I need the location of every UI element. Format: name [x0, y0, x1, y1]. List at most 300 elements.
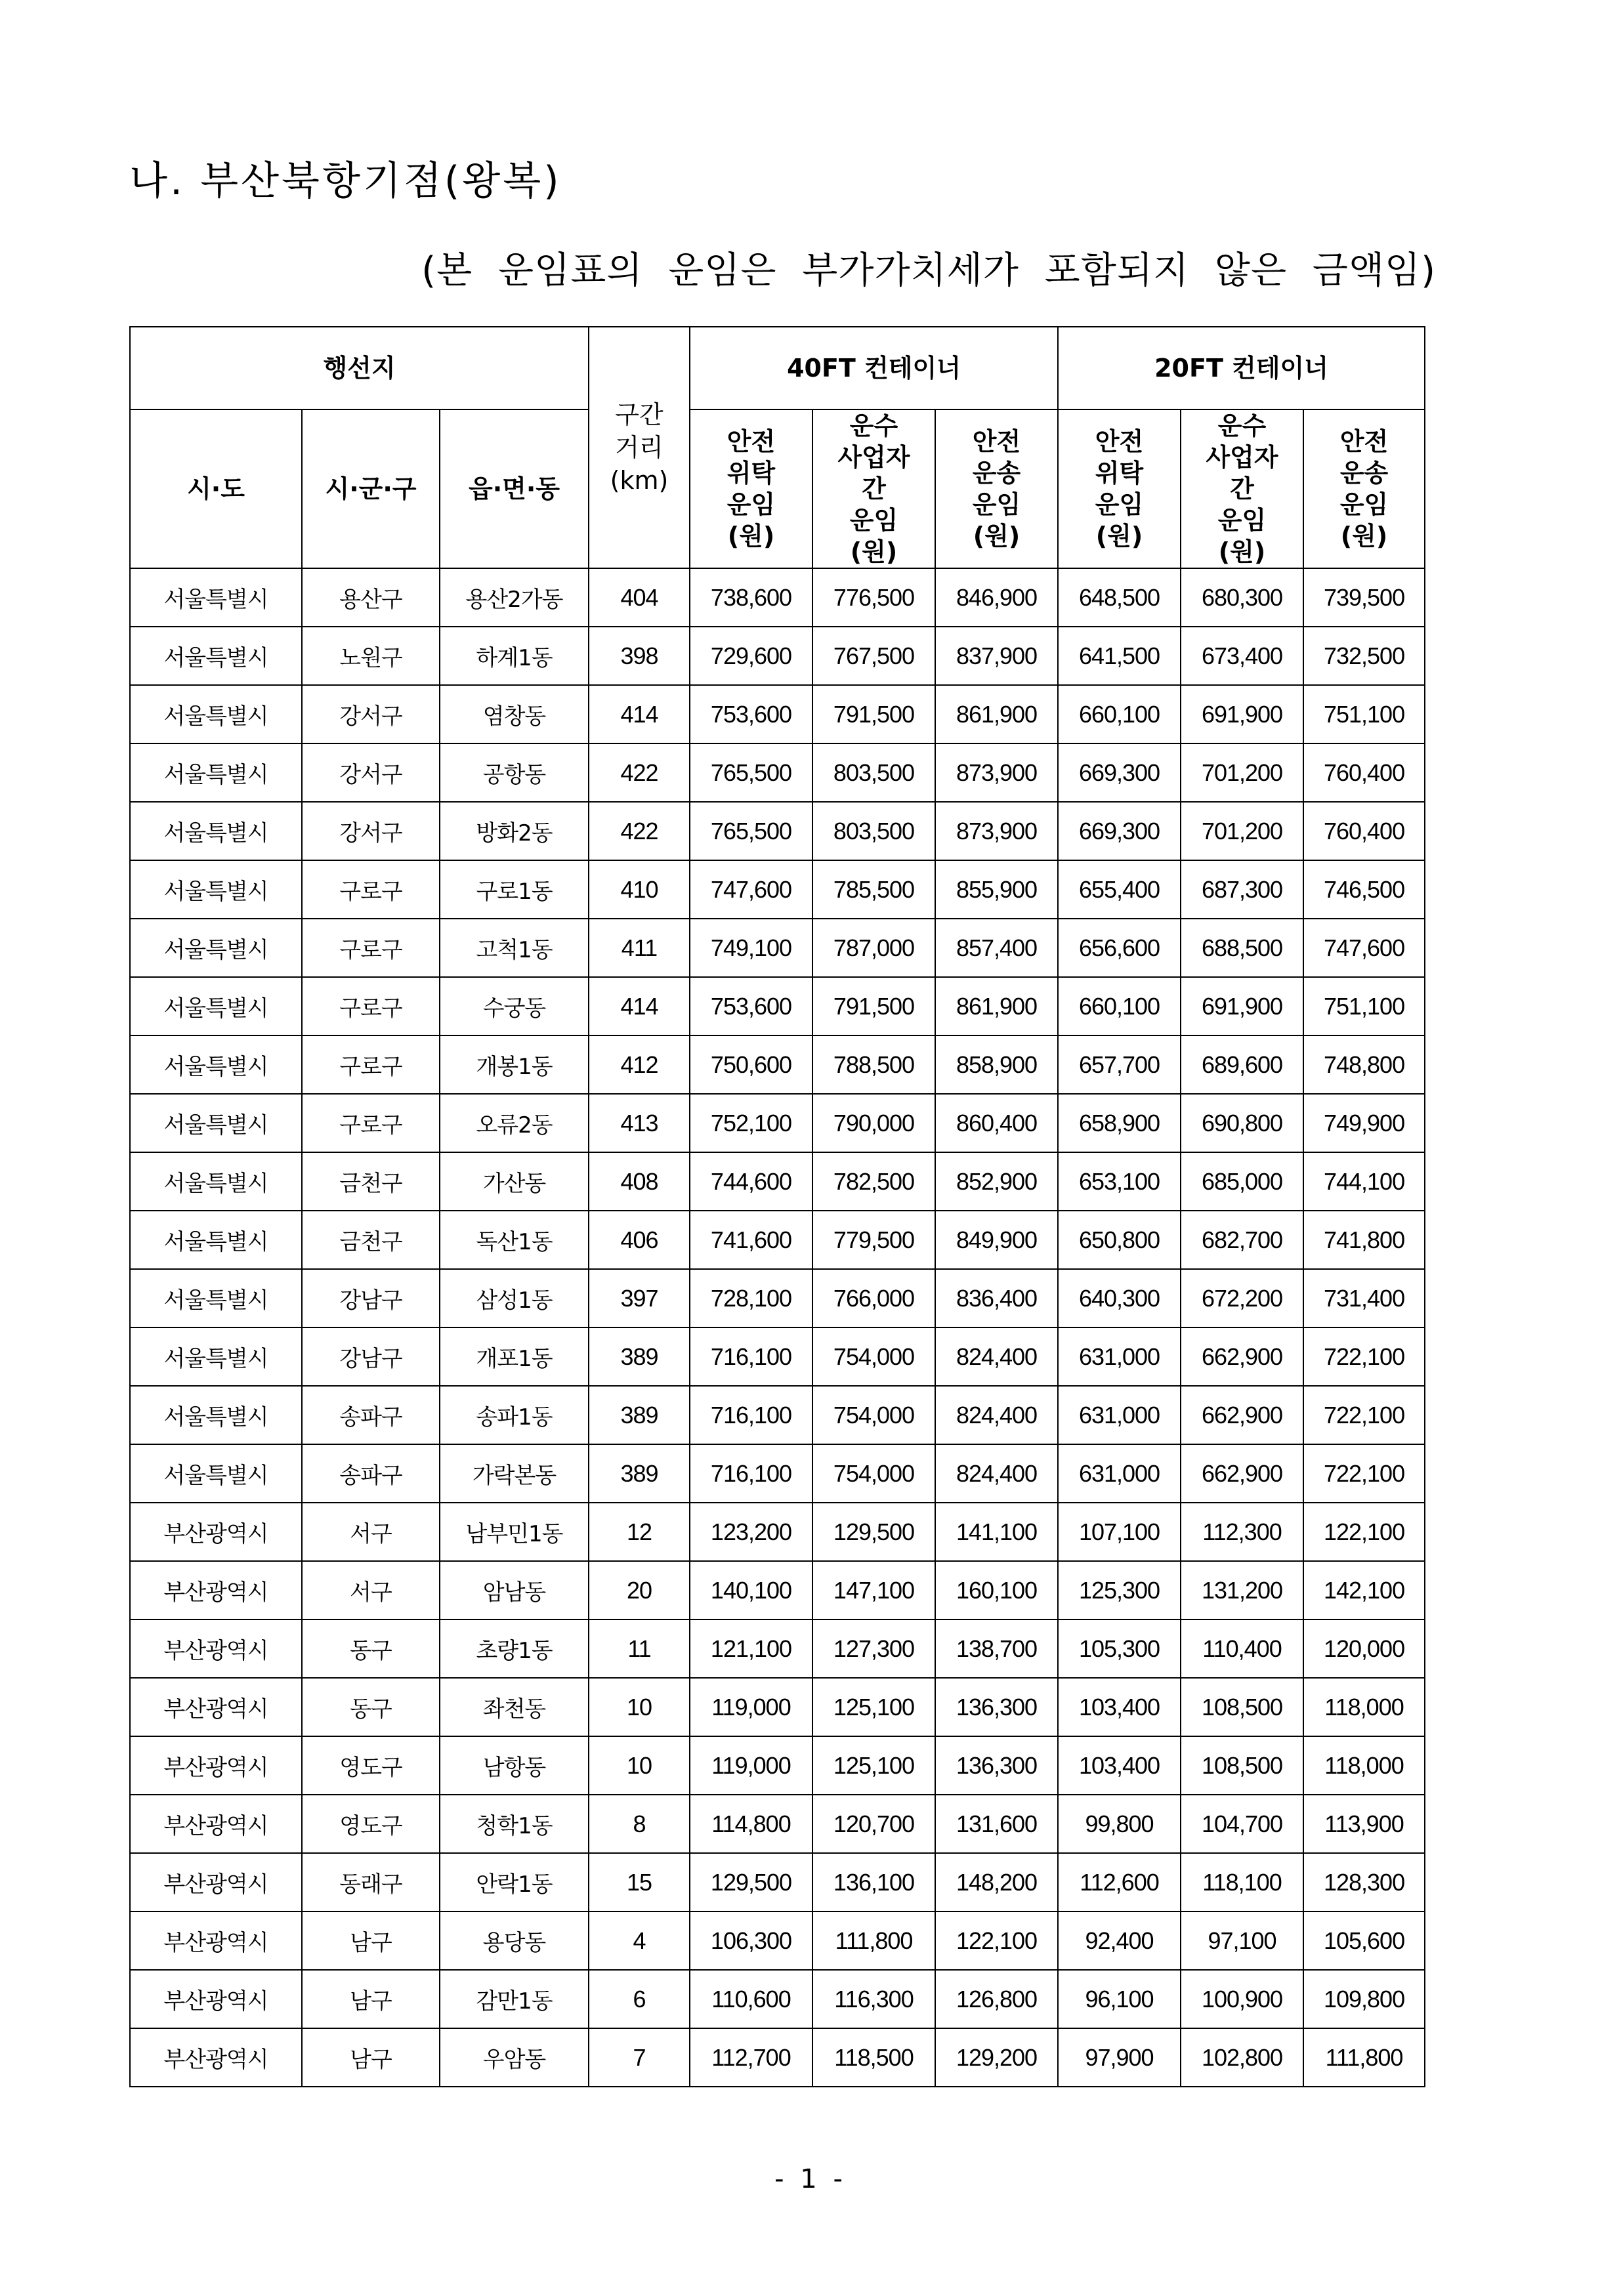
cell-ft20-transport: 732,500 [1303, 627, 1425, 685]
cell-ft40-carrier: 136,100 [812, 1853, 935, 1911]
cell-distance: 389 [589, 1327, 690, 1386]
cell-ft40-consign: 741,600 [690, 1211, 812, 1269]
cell-ft20-carrier: 673,400 [1181, 627, 1303, 685]
cell-distance: 10 [589, 1678, 690, 1736]
header-20ft-carrier [1181, 409, 1303, 568]
cell-ft20-transport: 760,400 [1303, 802, 1425, 860]
cell-ft40-carrier: 776,500 [812, 568, 935, 627]
table-row [130, 2028, 1425, 2087]
cell-ft20-transport: 111,800 [1303, 2028, 1425, 2087]
table-row [130, 743, 1425, 802]
cell-distance: 414 [589, 685, 690, 743]
cell-sido: 서울특별시 [130, 802, 302, 860]
cell-sido: 부산광역시 [130, 1911, 302, 1970]
cell-ft20-transport: 751,100 [1303, 685, 1425, 743]
header-20ft-transport [1303, 409, 1425, 568]
cell-ft40-carrier: 767,500 [812, 627, 935, 685]
header-40ft-consign [690, 409, 812, 568]
cell-eupmyeondong: 공항동 [440, 743, 589, 802]
cell-ft40-transport: 855,900 [935, 860, 1058, 919]
cell-ft40-transport: 138,700 [935, 1619, 1058, 1678]
table-row [130, 860, 1425, 919]
cell-ft40-carrier: 754,000 [812, 1327, 935, 1386]
cell-ft40-transport: 860,400 [935, 1094, 1058, 1152]
cell-sido: 서울특별시 [130, 1386, 302, 1444]
cell-ft20-transport: 722,100 [1303, 1444, 1425, 1503]
cell-ft40-carrier: 782,500 [812, 1152, 935, 1211]
cell-eupmyeondong: 용산2가동 [440, 568, 589, 627]
cell-ft20-carrier: 701,200 [1181, 802, 1303, 860]
cell-sigungu: 구로구 [302, 1094, 440, 1152]
cell-ft20-consign: 96,100 [1058, 1970, 1181, 2028]
table-row [130, 1152, 1425, 1211]
cell-ft20-transport: 748,800 [1303, 1035, 1425, 1094]
cell-ft40-consign: 716,100 [690, 1386, 812, 1444]
cell-ft40-transport: 836,400 [935, 1269, 1058, 1327]
cell-ft40-carrier: 787,000 [812, 919, 935, 977]
table-row [130, 919, 1425, 977]
cell-ft20-consign: 99,800 [1058, 1795, 1181, 1853]
page-number: - 1 - [774, 2164, 847, 2194]
cell-ft20-consign: 650,800 [1058, 1211, 1181, 1269]
cell-sigungu: 강서구 [302, 685, 440, 743]
cell-sigungu: 구로구 [302, 860, 440, 919]
cell-distance: 10 [589, 1736, 690, 1795]
cell-ft20-transport: 122,100 [1303, 1503, 1425, 1561]
cell-ft40-carrier: 754,000 [812, 1386, 935, 1444]
cell-ft40-consign: 753,600 [690, 685, 812, 743]
cell-distance: 397 [589, 1269, 690, 1327]
cell-ft20-carrier: 131,200 [1181, 1561, 1303, 1619]
header-sigungu: 시·군·구 [302, 409, 440, 568]
table-row [130, 1619, 1425, 1678]
cell-ft20-transport: 722,100 [1303, 1327, 1425, 1386]
cell-eupmyeondong: 우암동 [440, 2028, 589, 2087]
cell-distance: 8 [589, 1795, 690, 1853]
cell-ft20-consign: 656,600 [1058, 919, 1181, 977]
cell-distance: 408 [589, 1152, 690, 1211]
cell-sido: 서울특별시 [130, 1444, 302, 1503]
cell-ft40-carrier: 785,500 [812, 860, 935, 919]
header-20ft-consign [1058, 409, 1181, 568]
cell-ft20-consign: 640,300 [1058, 1269, 1181, 1327]
cell-ft20-carrier: 691,900 [1181, 685, 1303, 743]
cell-ft40-carrier: 779,500 [812, 1211, 935, 1269]
cell-ft20-carrier: 102,800 [1181, 2028, 1303, 2087]
cell-ft20-consign: 112,600 [1058, 1853, 1181, 1911]
cell-ft20-transport: 120,000 [1303, 1619, 1425, 1678]
cell-ft40-consign: 112,700 [690, 2028, 812, 2087]
cell-ft20-consign: 105,300 [1058, 1619, 1181, 1678]
cell-ft40-transport: 824,400 [935, 1386, 1058, 1444]
table-row [130, 685, 1425, 743]
header-40ft-carrier [812, 409, 935, 568]
cell-sido: 부산광역시 [130, 1795, 302, 1853]
cell-eupmyeondong: 감만1동 [440, 1970, 589, 2028]
cell-ft20-consign: 657,700 [1058, 1035, 1181, 1094]
cell-ft40-transport: 857,400 [935, 919, 1058, 977]
cell-ft20-carrier: 662,900 [1181, 1327, 1303, 1386]
cell-ft40-carrier: 803,500 [812, 802, 935, 860]
cell-sigungu: 남구 [302, 1911, 440, 1970]
cell-distance: 411 [589, 919, 690, 977]
cell-eupmyeondong: 가락본동 [440, 1444, 589, 1503]
cell-eupmyeondong: 송파1동 [440, 1386, 589, 1444]
cell-sido: 서울특별시 [130, 1211, 302, 1269]
table-row [130, 1970, 1425, 2028]
header-distance [589, 327, 690, 568]
cell-ft20-transport: 113,900 [1303, 1795, 1425, 1853]
header-20ft-consign-text: 안전 위탁 운임 (원) [1095, 427, 1144, 551]
cell-eupmyeondong: 용당동 [440, 1911, 589, 1970]
cell-sigungu: 남구 [302, 1970, 440, 2028]
cell-sigungu: 남구 [302, 2028, 440, 2087]
cell-ft20-transport: 731,400 [1303, 1269, 1425, 1327]
cell-ft40-carrier: 147,100 [812, 1561, 935, 1619]
cell-sigungu: 금천구 [302, 1211, 440, 1269]
cell-sigungu: 서구 [302, 1561, 440, 1619]
cell-ft40-consign: 123,200 [690, 1503, 812, 1561]
cell-ft20-carrier: 688,500 [1181, 919, 1303, 977]
cell-ft20-transport: 744,100 [1303, 1152, 1425, 1211]
header-eupmyeondong: 읍·면·동 [440, 409, 589, 568]
cell-ft20-transport: 746,500 [1303, 860, 1425, 919]
cell-ft20-consign: 669,300 [1058, 743, 1181, 802]
cell-sigungu: 영도구 [302, 1795, 440, 1853]
cell-sido: 서울특별시 [130, 627, 302, 685]
table-row [130, 1795, 1425, 1853]
cell-ft40-transport: 122,100 [935, 1911, 1058, 1970]
cell-sigungu: 용산구 [302, 568, 440, 627]
cell-sigungu: 동구 [302, 1678, 440, 1736]
cell-ft40-consign: 119,000 [690, 1678, 812, 1736]
cell-ft20-consign: 97,900 [1058, 2028, 1181, 2087]
header-destination: 행선지 [130, 327, 589, 409]
header-40ft: 40FT 컨테이너 [690, 327, 1058, 409]
cell-eupmyeondong: 청학1동 [440, 1795, 589, 1853]
cell-ft40-carrier: 118,500 [812, 2028, 935, 2087]
cell-ft40-carrier: 791,500 [812, 685, 935, 743]
cell-sigungu: 강서구 [302, 743, 440, 802]
cell-sido: 부산광역시 [130, 1970, 302, 2028]
cell-sigungu: 금천구 [302, 1152, 440, 1211]
cell-ft40-consign: 119,000 [690, 1736, 812, 1795]
cell-ft20-transport: 751,100 [1303, 977, 1425, 1035]
cell-ft40-consign: 765,500 [690, 802, 812, 860]
cell-ft20-carrier: 108,500 [1181, 1678, 1303, 1736]
cell-ft40-carrier: 111,800 [812, 1911, 935, 1970]
cell-sigungu: 송파구 [302, 1386, 440, 1444]
cell-eupmyeondong: 좌천동 [440, 1678, 589, 1736]
cell-ft20-transport: 722,100 [1303, 1386, 1425, 1444]
cell-sigungu: 강서구 [302, 802, 440, 860]
cell-distance: 4 [589, 1911, 690, 1970]
cell-ft40-consign: 744,600 [690, 1152, 812, 1211]
cell-ft20-consign: 660,100 [1058, 685, 1181, 743]
cell-sido: 서울특별시 [130, 919, 302, 977]
cell-ft20-consign: 658,900 [1058, 1094, 1181, 1152]
cell-eupmyeondong: 구로1동 [440, 860, 589, 919]
cell-ft40-consign: 140,100 [690, 1561, 812, 1619]
cell-ft40-consign: 129,500 [690, 1853, 812, 1911]
cell-sido: 부산광역시 [130, 1619, 302, 1678]
cell-ft40-consign: 121,100 [690, 1619, 812, 1678]
cell-eupmyeondong: 암남동 [440, 1561, 589, 1619]
cell-ft40-transport: 126,800 [935, 1970, 1058, 2028]
cell-distance: 7 [589, 2028, 690, 2087]
table-row [130, 977, 1425, 1035]
cell-distance: 12 [589, 1503, 690, 1561]
table-row [130, 802, 1425, 860]
cell-sigungu: 강남구 [302, 1327, 440, 1386]
cell-ft20-consign: 655,400 [1058, 860, 1181, 919]
cell-sigungu: 노원구 [302, 627, 440, 685]
cell-ft40-carrier: 791,500 [812, 977, 935, 1035]
cell-sigungu: 서구 [302, 1503, 440, 1561]
cell-sigungu: 구로구 [302, 919, 440, 977]
cell-ft40-transport: 846,900 [935, 568, 1058, 627]
cell-ft20-carrier: 104,700 [1181, 1795, 1303, 1853]
cell-sigungu: 구로구 [302, 1035, 440, 1094]
cell-sido: 서울특별시 [130, 1152, 302, 1211]
cell-ft20-transport: 749,900 [1303, 1094, 1425, 1152]
cell-eupmyeondong: 가산동 [440, 1152, 589, 1211]
table-row [130, 1678, 1425, 1736]
cell-ft40-transport: 136,300 [935, 1736, 1058, 1795]
header-40ft-carrier-text: 운수 사업자 간 운임 (원) [837, 411, 910, 566]
table-row [130, 1269, 1425, 1327]
cell-eupmyeondong: 오류2동 [440, 1094, 589, 1152]
table-row [130, 1503, 1425, 1561]
cell-distance: 389 [589, 1444, 690, 1503]
cell-eupmyeondong: 남항동 [440, 1736, 589, 1795]
cell-sigungu: 동래구 [302, 1853, 440, 1911]
cell-ft20-consign: 653,100 [1058, 1152, 1181, 1211]
fare-table-body [130, 568, 1425, 2087]
cell-distance: 11 [589, 1619, 690, 1678]
header-40ft-transport-text: 안전 운송 운임 (원) [972, 427, 1021, 551]
cell-ft20-consign: 103,400 [1058, 1736, 1181, 1795]
cell-sido: 부산광역시 [130, 2028, 302, 2087]
cell-ft20-carrier: 689,600 [1181, 1035, 1303, 1094]
cell-sido: 서울특별시 [130, 568, 302, 627]
cell-eupmyeondong: 안락1동 [440, 1853, 589, 1911]
cell-distance: 404 [589, 568, 690, 627]
cell-sido: 부산광역시 [130, 1853, 302, 1911]
cell-ft20-transport: 741,800 [1303, 1211, 1425, 1269]
cell-ft20-transport: 747,600 [1303, 919, 1425, 977]
cell-eupmyeondong: 독산1동 [440, 1211, 589, 1269]
cell-ft40-consign: 728,100 [690, 1269, 812, 1327]
cell-ft20-carrier: 110,400 [1181, 1619, 1303, 1678]
cell-ft20-transport: 109,800 [1303, 1970, 1425, 2028]
cell-distance: 412 [589, 1035, 690, 1094]
cell-ft20-consign: 641,500 [1058, 627, 1181, 685]
cell-ft20-carrier: 108,500 [1181, 1736, 1303, 1795]
cell-eupmyeondong: 초량1동 [440, 1619, 589, 1678]
cell-ft40-transport: 129,200 [935, 2028, 1058, 2087]
cell-ft40-consign: 729,600 [690, 627, 812, 685]
cell-sido: 부산광역시 [130, 1503, 302, 1561]
cell-ft20-transport: 142,100 [1303, 1561, 1425, 1619]
cell-eupmyeondong: 방화2동 [440, 802, 589, 860]
cell-eupmyeondong: 남부민1동 [440, 1503, 589, 1561]
cell-ft20-transport: 118,000 [1303, 1678, 1425, 1736]
vat-note: (본 운임표의 운임은 부가가치세가 포함되지 않은 금액임) [421, 249, 1436, 292]
cell-ft40-carrier: 790,000 [812, 1094, 935, 1152]
cell-ft20-consign: 107,100 [1058, 1503, 1181, 1561]
cell-distance: 406 [589, 1211, 690, 1269]
cell-ft20-carrier: 112,300 [1181, 1503, 1303, 1561]
table-row [130, 568, 1425, 627]
cell-ft20-consign: 660,100 [1058, 977, 1181, 1035]
cell-ft40-carrier: 116,300 [812, 1970, 935, 2028]
cell-distance: 398 [589, 627, 690, 685]
cell-sido: 서울특별시 [130, 685, 302, 743]
cell-ft40-consign: 752,100 [690, 1094, 812, 1152]
cell-eupmyeondong: 염창동 [440, 685, 589, 743]
cell-ft20-transport: 739,500 [1303, 568, 1425, 627]
table-row [130, 1561, 1425, 1619]
cell-eupmyeondong: 개봉1동 [440, 1035, 589, 1094]
cell-distance: 15 [589, 1853, 690, 1911]
cell-ft40-carrier: 766,000 [812, 1269, 935, 1327]
cell-ft40-transport: 861,900 [935, 977, 1058, 1035]
cell-ft40-transport: 160,100 [935, 1561, 1058, 1619]
cell-ft40-consign: 747,600 [690, 860, 812, 919]
cell-ft40-carrier: 127,300 [812, 1619, 935, 1678]
cell-ft40-transport: 873,900 [935, 802, 1058, 860]
cell-sido: 서울특별시 [130, 1269, 302, 1327]
table-row [130, 1911, 1425, 1970]
cell-ft40-carrier: 788,500 [812, 1035, 935, 1094]
cell-ft20-carrier: 97,100 [1181, 1911, 1303, 1970]
header-20ft-transport-text: 안전 운송 운임 (원) [1339, 427, 1389, 551]
cell-ft20-consign: 92,400 [1058, 1911, 1181, 1970]
table-row [130, 1444, 1425, 1503]
cell-ft40-carrier: 129,500 [812, 1503, 935, 1561]
cell-ft40-transport: 148,200 [935, 1853, 1058, 1911]
cell-ft20-consign: 631,000 [1058, 1327, 1181, 1386]
cell-ft40-consign: 753,600 [690, 977, 812, 1035]
cell-ft40-transport: 824,400 [935, 1327, 1058, 1386]
cell-ft40-consign: 765,500 [690, 743, 812, 802]
cell-ft20-transport: 105,600 [1303, 1911, 1425, 1970]
cell-ft20-carrier: 701,200 [1181, 743, 1303, 802]
cell-ft40-consign: 750,600 [690, 1035, 812, 1094]
cell-ft20-consign: 125,300 [1058, 1561, 1181, 1619]
cell-ft20-carrier: 118,100 [1181, 1853, 1303, 1911]
cell-distance: 410 [589, 860, 690, 919]
cell-ft20-carrier: 662,900 [1181, 1444, 1303, 1503]
cell-sido: 서울특별시 [130, 1035, 302, 1094]
cell-sigungu: 동구 [302, 1619, 440, 1678]
cell-sigungu: 구로구 [302, 977, 440, 1035]
table-row [130, 1853, 1425, 1911]
cell-ft20-consign: 103,400 [1058, 1678, 1181, 1736]
cell-ft20-carrier: 685,000 [1181, 1152, 1303, 1211]
cell-ft40-transport: 852,900 [935, 1152, 1058, 1211]
cell-ft20-carrier: 682,700 [1181, 1211, 1303, 1269]
cell-ft20-carrier: 672,200 [1181, 1269, 1303, 1327]
cell-distance: 20 [589, 1561, 690, 1619]
cell-ft40-transport: 141,100 [935, 1503, 1058, 1561]
cell-ft40-transport: 131,600 [935, 1795, 1058, 1853]
cell-ft40-carrier: 125,100 [812, 1736, 935, 1795]
cell-ft40-consign: 114,800 [690, 1795, 812, 1853]
cell-ft20-consign: 631,000 [1058, 1444, 1181, 1503]
cell-eupmyeondong: 개포1동 [440, 1327, 589, 1386]
header-20ft-carrier-text: 운수 사업자 간 운임 (원) [1206, 411, 1278, 566]
cell-distance: 414 [589, 977, 690, 1035]
cell-eupmyeondong: 삼성1동 [440, 1269, 589, 1327]
cell-ft20-transport: 760,400 [1303, 743, 1425, 802]
cell-ft40-consign: 738,600 [690, 568, 812, 627]
cell-ft40-transport: 837,900 [935, 627, 1058, 685]
cell-ft40-transport: 824,400 [935, 1444, 1058, 1503]
cell-sido: 서울특별시 [130, 860, 302, 919]
cell-distance: 389 [589, 1386, 690, 1444]
cell-ft40-transport: 873,900 [935, 743, 1058, 802]
cell-ft20-carrier: 662,900 [1181, 1386, 1303, 1444]
header-20ft: 20FT 컨테이너 [1058, 327, 1425, 409]
cell-ft20-consign: 669,300 [1058, 802, 1181, 860]
header-distance-text: 구간 거리 (km) [610, 400, 669, 495]
table-row [130, 627, 1425, 685]
cell-sigungu: 강남구 [302, 1269, 440, 1327]
cell-distance: 422 [589, 743, 690, 802]
table-row [130, 1327, 1425, 1386]
cell-ft40-consign: 749,100 [690, 919, 812, 977]
cell-sido: 서울특별시 [130, 1327, 302, 1386]
cell-distance: 6 [589, 1970, 690, 2028]
cell-ft20-carrier: 680,300 [1181, 568, 1303, 627]
cell-sido: 서울특별시 [130, 1094, 302, 1152]
table-row [130, 1035, 1425, 1094]
cell-distance: 422 [589, 802, 690, 860]
cell-ft40-transport: 858,900 [935, 1035, 1058, 1094]
table-row [130, 1386, 1425, 1444]
cell-sido: 서울특별시 [130, 977, 302, 1035]
cell-ft20-carrier: 691,900 [1181, 977, 1303, 1035]
cell-ft40-transport: 849,900 [935, 1211, 1058, 1269]
cell-ft40-carrier: 120,700 [812, 1795, 935, 1853]
table-row [130, 1736, 1425, 1795]
cell-sigungu: 영도구 [302, 1736, 440, 1795]
cell-ft40-transport: 136,300 [935, 1678, 1058, 1736]
cell-ft40-consign: 106,300 [690, 1911, 812, 1970]
table-row [130, 1094, 1425, 1152]
cell-distance: 413 [589, 1094, 690, 1152]
cell-ft40-consign: 110,600 [690, 1970, 812, 2028]
cell-sido: 부산광역시 [130, 1678, 302, 1736]
cell-ft40-transport: 861,900 [935, 685, 1058, 743]
cell-ft40-carrier: 754,000 [812, 1444, 935, 1503]
cell-sido: 부산광역시 [130, 1561, 302, 1619]
cell-ft20-transport: 118,000 [1303, 1736, 1425, 1795]
cell-ft20-consign: 631,000 [1058, 1386, 1181, 1444]
cell-ft20-carrier: 100,900 [1181, 1970, 1303, 2028]
table-row [130, 1211, 1425, 1269]
cell-ft20-carrier: 687,300 [1181, 860, 1303, 919]
cell-ft20-transport: 128,300 [1303, 1853, 1425, 1911]
cell-sigungu: 송파구 [302, 1444, 440, 1503]
fare-table [129, 326, 1425, 2087]
header-sido: 시·도 [130, 409, 302, 568]
header-40ft-transport [935, 409, 1058, 568]
section-title: 나. 부산북항기점(왕복) [129, 158, 562, 204]
cell-ft40-consign: 716,100 [690, 1327, 812, 1386]
